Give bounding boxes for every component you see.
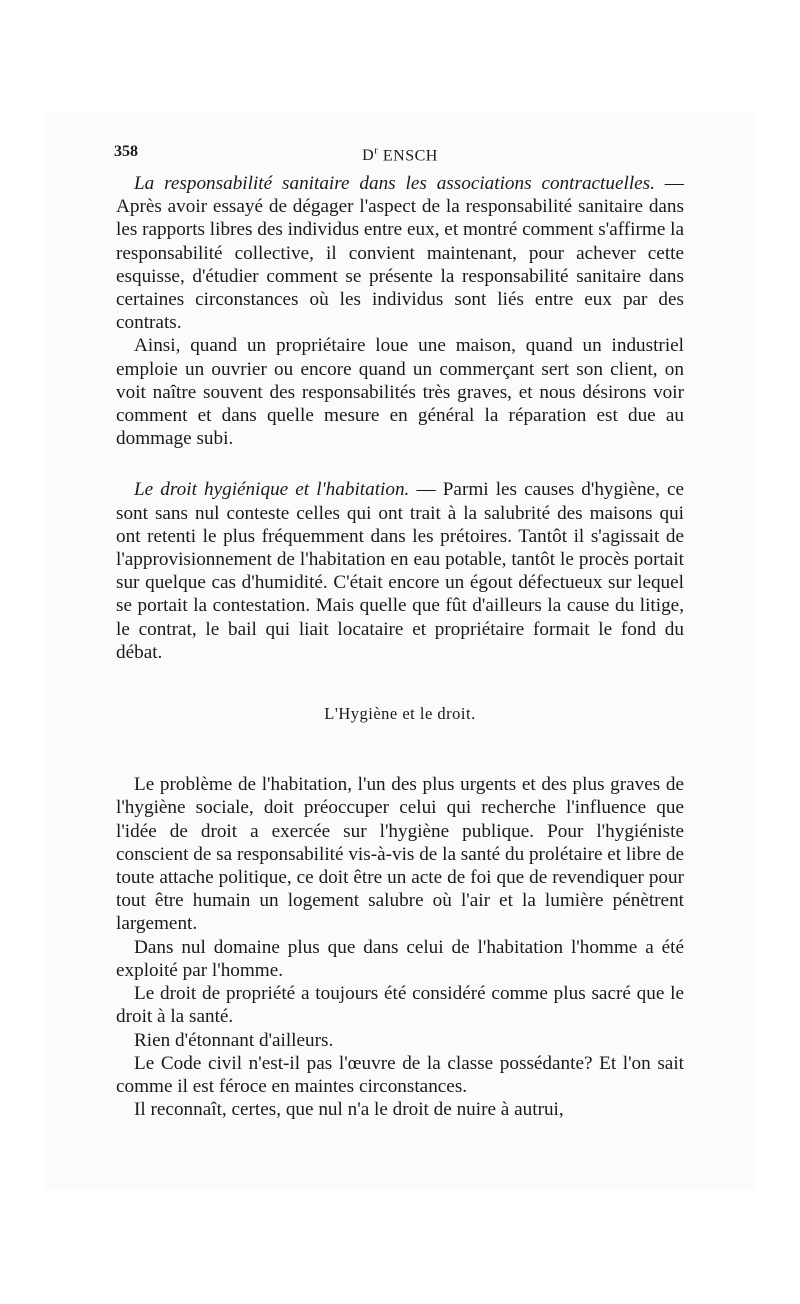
paragraph-dans-nul-domaine: Dans nul domaine plus que dans celui de l'habitation l'homme a été exploité par l'homme. (116, 936, 684, 981)
paragraph-ainsi: Ainsi, quand un propriétaire loue une maison, quand un industriel emploie un ouvrier ou encore quand un commerçant sert son client, on voit naître souvent des responsabilités très graves, et nous désirons voir comment et dans quelle mesure en général la réparation est due au dommage subi. (116, 335, 684, 450)
paragraph-text: — Après avoir essayé de dégager l'aspect de la responsabilité sanitaire dans les rapports libres des individus entre eux, et montré comment s'affirme la responsabilité collective, il convient maintenant, pour achever cette esquisse, d'étudier comment se présente la responsabilité sanitaire dans certaines circonstances où les individus sont liés entre eux par des contrats. (116, 173, 684, 334)
paragraph-probleme-habitation: Le problème de l'habitation, l'un des plus urgents et des plus graves de l'hygiène sociale, doit préoccuper celui qui recherche l'influence que l'idée de droit a exercée sur l'hygiène publique. Pour l'hygiéniste conscient de sa responsabilité vis-à-vis de la santé du prolétaire et libre de toute attache politique, ce doit être un acte de foi que de revendiquer pour tout être humain un logement salubre où l'air et la lumière pénètrent largement. (116, 774, 684, 935)
author-prefix: $D^r$ (362, 145, 379, 165)
section-heading: L'Hygiène et le droit. (324, 704, 476, 724)
paragraph-responsabilite-contractuelle (116, 172, 684, 334)
page-number: 358 (114, 143, 138, 160)
paragraph-code-civil: Le Code civil n'est-il pas l'œuvre de la classe possédante? Et l'on sait comme il est féroce en maintes circonstances. (116, 1052, 684, 1097)
section-title-droit-hygienique: Le droit hygiénique et l'habitation. (134, 479, 410, 501)
running-title (116, 140, 684, 168)
paragraph-il-reconnait: Il reconnaît, certes, que nul n'a le droit de nuire à autrui, (134, 1099, 564, 1121)
paragraph-droit-propriete: Le droit de propriété a toujours été considéré comme plus sacré que le droit à la santé. (116, 983, 684, 1028)
running-header (116, 140, 684, 172)
paragraph-rien-etonnant: Rien d'étonnant d'ailleurs. (134, 1029, 334, 1051)
book-page (116, 140, 684, 1121)
paragraph-text: — Parmi les causes d'hygiène, ce sont sans nul conteste celles qui ont trait à la salubrité des maisons qui ont retenti le plus fréquemment dans les prétoires. Tantôt il s'agissait de l'approvisionnement de l'habitation en eau potable, tantôt le procès portait sur quelque cas d'humidité. C'était encore un égout défectueux sur lequel se portait la contestation. Mais quelle que fût d'ailleurs la cause du litige, le contrat, le bail qui liait locataire et propriétaire formait le fond du débat. (116, 479, 685, 663)
section-title-responsabilite: La responsabilité sanitaire dans les associations contractuelles. (134, 173, 655, 194)
author-name: ENSCH (378, 147, 438, 165)
paragraph-droit-hygienique (116, 478, 684, 664)
